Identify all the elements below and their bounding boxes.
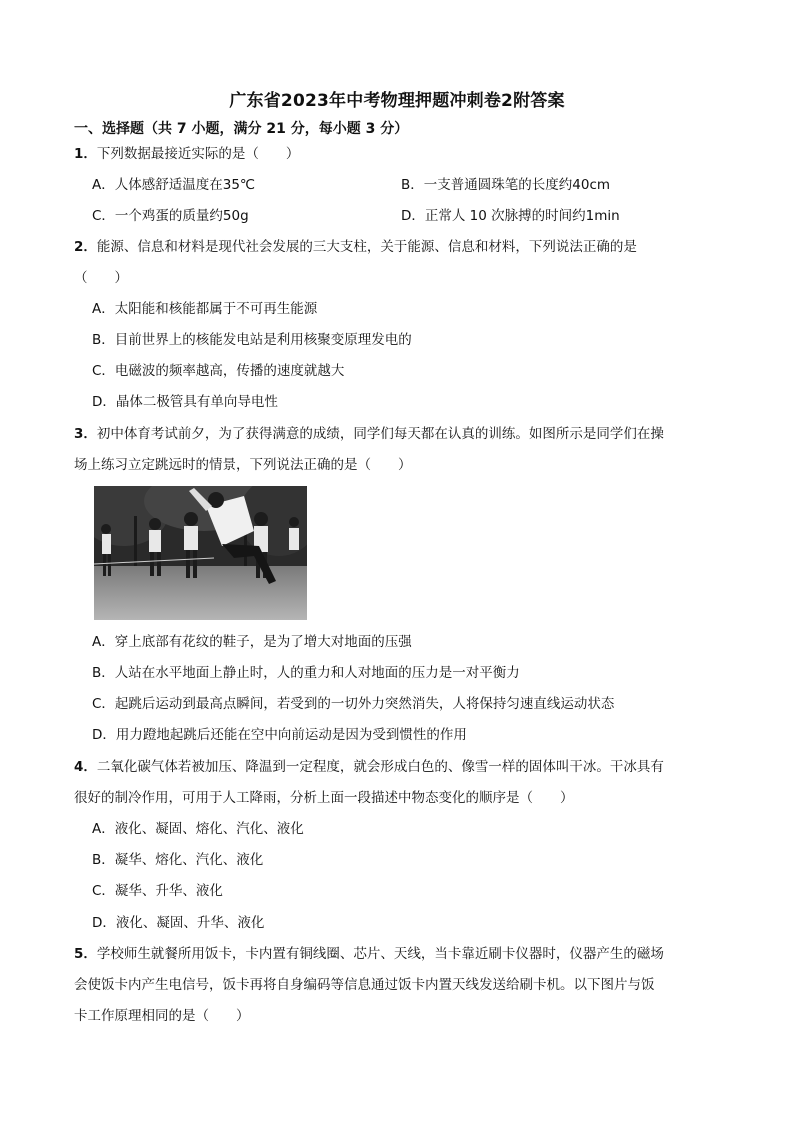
standing-long-jump-photo	[94, 486, 307, 620]
q2-option-d: D．晶体二极管具有单向导电性	[92, 394, 278, 410]
question-5	[74, 944, 664, 964]
question-text: 下列数据最接近实际的是（ ）	[96, 146, 300, 162]
question-text: 能源、信息和材料是现代社会发展的三大支柱，关于能源、信息和材料，下列说法正确的是	[96, 239, 637, 255]
q2-option-c: C．电磁波的频率越高，传播的速度就越大	[92, 363, 345, 379]
question-4	[74, 757, 664, 777]
photo-icon	[94, 486, 307, 620]
question-2	[74, 237, 637, 257]
question-number: 2．	[74, 239, 97, 255]
question-text: 学校师生就餐所用饭卡，卡内置有铜线圈、芯片、天线，当卡靠近刷卡仪器时，仪器产生的磁场	[96, 946, 664, 962]
q4-option-c: C．凝华、升华、液化	[92, 883, 223, 899]
page-title: 广东省2023年中考物理押题冲刺卷2附答案	[229, 91, 565, 111]
question-text: 二氧化碳气体若被加压、降温到一定程度，就会形成白色的、像雪一样的固体叫干冰。干冰具有	[96, 759, 664, 775]
question-1	[74, 144, 299, 164]
q2-option-a: A．太阳能和核能都属于不可再生能源	[92, 301, 318, 317]
q3-option-c: C．起跳后运动到最高点瞬间，若受到的一切外力突然消失，人将保持匀速直线运动状态	[92, 696, 615, 712]
q1-option-d: D．正常人 10 次脉搏的时间约1min	[401, 208, 620, 224]
question-5-cont-2: 卡工作原理相同的是（ ）	[74, 1008, 250, 1024]
question-number: 1．	[74, 146, 97, 162]
q1-option-a: A．人体感舒适温度在35℃	[92, 177, 256, 193]
question-number: 5．	[74, 946, 97, 962]
q1-option-b: B．一支普通圆珠笔的长度约40cm	[401, 177, 611, 193]
question-number: 3．	[74, 426, 97, 442]
question-2-cont: （ ）	[74, 270, 128, 286]
question-3	[74, 424, 664, 444]
section-heading-choice: 一、选择题（共 7 小题，满分 21 分，每小题 3 分）	[74, 121, 409, 137]
question-3-cont: 场上练习立定跳远时的情景，下列说法正确的是（ ）	[74, 457, 412, 473]
question-4-cont: 很好的制冷作用，可用于人工降雨，分析上面一段描述中物态变化的顺序是（ ）	[74, 790, 574, 806]
q2-option-b: B．目前世界上的核能发电站是利用核聚变原理发电的	[92, 332, 412, 348]
question-number: 4．	[74, 759, 97, 775]
question-5-cont: 会使饭卡内产生电信号，饭卡再将自身编码等信息通过饭卡内置天线发送给刷卡机。以下图片与饭	[74, 977, 655, 993]
q3-option-b: B．人站在水平地面上静止时，人的重力和人对地面的压力是一对平衡力	[92, 665, 520, 681]
q4-option-b: B．凝华、熔化、汽化、液化	[92, 852, 264, 868]
question-text: 初中体育考试前夕，为了获得满意的成绩，同学们每天都在认真的训练。如图所示是同学们在操	[96, 426, 664, 442]
q4-option-a: A．液化、凝固、熔化、汽化、液化	[92, 821, 304, 837]
q4-option-d: D．液化、凝固、升华、液化	[92, 915, 265, 931]
q3-option-a: A．穿上底部有花纹的鞋子，是为了增大对地面的压强	[92, 634, 412, 650]
q3-option-d: D．用力蹬地起跳后还能在空中向前运动是因为受到惯性的作用	[92, 727, 467, 743]
q1-option-c: C．一个鸡蛋的质量约50g	[92, 208, 249, 224]
